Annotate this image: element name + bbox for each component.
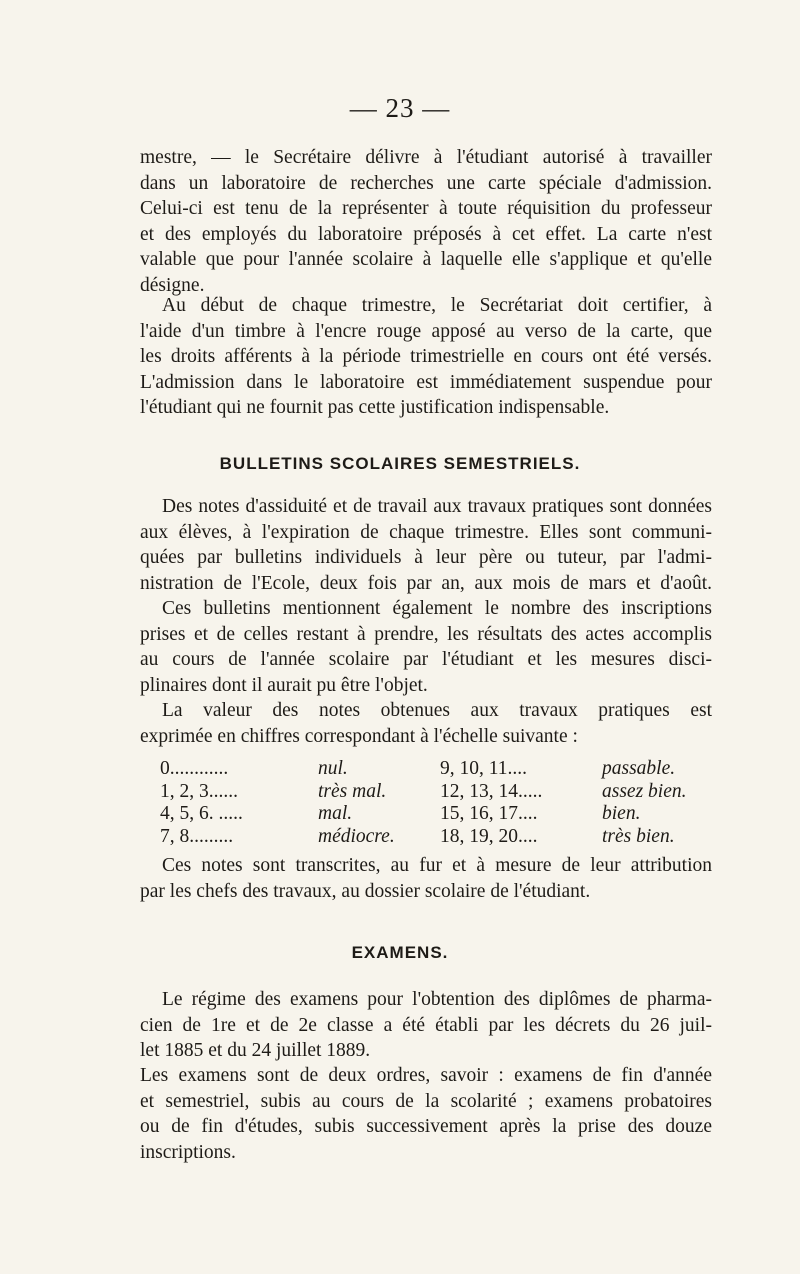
text-line: dans un laboratoire de recherches une carte spéciale d'admission. (140, 172, 712, 194)
paragraph-trimester-stamp (140, 293, 712, 421)
text-line: Ces bulletins mentionnent également le nombre des inscriptions (162, 598, 712, 619)
grade-label: passable. (602, 758, 676, 779)
text-line: prises et de celles restant à prendre, les résultats des actes accomplis (140, 623, 712, 645)
text-line: L'admission dans le laboratoire est immédiatement suspendue pour (140, 371, 712, 393)
grade-label: bien. (602, 803, 641, 824)
text-line: quées par bulletins individuels à leur père ou tuteur, par l'admi- (140, 547, 712, 568)
section-heading-bulletins: BULLETINS SCOLAIRES SEMESTRIELS. (219, 454, 581, 473)
grade-scale-table (160, 758, 720, 848)
grade-numbers: 18, 19, 20.... (440, 825, 538, 847)
text-line: Au début de chaque trimestre, le Secrétariat doit certifier, à (162, 295, 712, 316)
text-line: Ces notes sont transcrites, au fur et à mesure de leur attribution (162, 855, 712, 876)
grade-scale-row (160, 758, 720, 781)
grade-label: assez bien. (602, 780, 687, 802)
grade-numbers: 1, 2, 3...... (160, 780, 238, 802)
section-heading-examens: EXAMENS. (351, 943, 449, 962)
text-line: mestre, — le Secrétaire délivre à l'étudiant autorisé à travailler (140, 147, 712, 168)
text-line: aux élèves, à l'expiration de chaque trimestre. Elles sont communi- (140, 521, 712, 543)
text-line: l'étudiant qui ne fournit pas cette justification indispensable. (140, 397, 610, 418)
grade-scale-row (160, 826, 720, 849)
text-line: Les examens sont de deux ordres, savoir : examens de fin d'année (140, 1065, 712, 1086)
text-line: les droits afférents à la période trimestrielle en cours ont été versés. (140, 346, 712, 367)
text-line: valable que pour l'année scolaire à laquelle elle s'applique et qu'elle (140, 249, 712, 270)
page-number: — 23 — (349, 93, 451, 123)
grade-numbers: 12, 13, 14..... (440, 780, 543, 802)
grade-numbers: 4, 5, 6. ..... (160, 803, 243, 824)
text-line: au cours de l'année scolaire par l'étudiant et les mesures disci- (140, 649, 712, 670)
paragraph-card-rules (140, 145, 712, 298)
grade-scale-row (160, 781, 720, 804)
paragraph-bulletins-content (140, 596, 712, 698)
paragraph-exam-orders (140, 1063, 712, 1165)
paragraph-grade-intro (140, 698, 712, 749)
grade-label: nul. (318, 758, 348, 779)
grade-label: très mal. (318, 780, 387, 802)
text-line: inscriptions. (140, 1141, 236, 1163)
paragraph-notes (140, 494, 712, 596)
grade-numbers: 0............ (160, 758, 229, 779)
grade-scale-row (160, 803, 720, 826)
grade-label: médiocre. (318, 825, 395, 847)
text-line: ou de fin d'études, subis successivement après la prise des douze (140, 1116, 712, 1137)
grade-numbers: 9, 10, 11.... (440, 758, 528, 779)
text-line: nistration de l'Ecole, deux fois par an, aux mois de mars et d'août. (140, 572, 712, 594)
paragraph-transcription (140, 853, 712, 904)
text-line: Des notes d'assiduité et de travail aux travaux pratiques sont données (162, 496, 712, 517)
grade-label: très bien. (602, 825, 675, 847)
grade-numbers: 7, 8......... (160, 825, 234, 847)
text-line: et semestriel, subis au cours de la scolarité ; examens probatoires (140, 1090, 712, 1112)
text-line: exprimée en chiffres correspondant à l'échelle suivante : (140, 725, 578, 747)
paragraph-exam-regime (140, 987, 712, 1064)
text-line: plinaires dont il aurait pu être l'objet. (140, 674, 428, 696)
text-line: désigne. (140, 274, 205, 296)
grade-numbers: 15, 16, 17.... (440, 803, 538, 824)
text-line: Celui-ci est tenu de la représenter à toute réquisition du professeur (140, 198, 712, 219)
text-line: let 1885 et du 24 juillet 1889. (140, 1040, 371, 1061)
grade-label: mal. (318, 803, 353, 824)
text-line: et des employés du laboratoire préposés à cet effet. La carte n'est (140, 223, 712, 245)
text-line: cien de 1re et de 2e classe a été établi par les décrets du 26 juil- (140, 1014, 712, 1036)
text-line: par les chefs des travaux, au dossier scolaire de l'étudiant. (140, 880, 591, 902)
text-line: l'aide d'un timbre à l'encre rouge apposé au verso de la carte, que (140, 320, 712, 342)
text-line: La valeur des notes obtenues aux travaux pratiques est (162, 700, 712, 721)
text-line: Le régime des examens pour l'obtention des diplômes de pharma- (162, 989, 712, 1010)
